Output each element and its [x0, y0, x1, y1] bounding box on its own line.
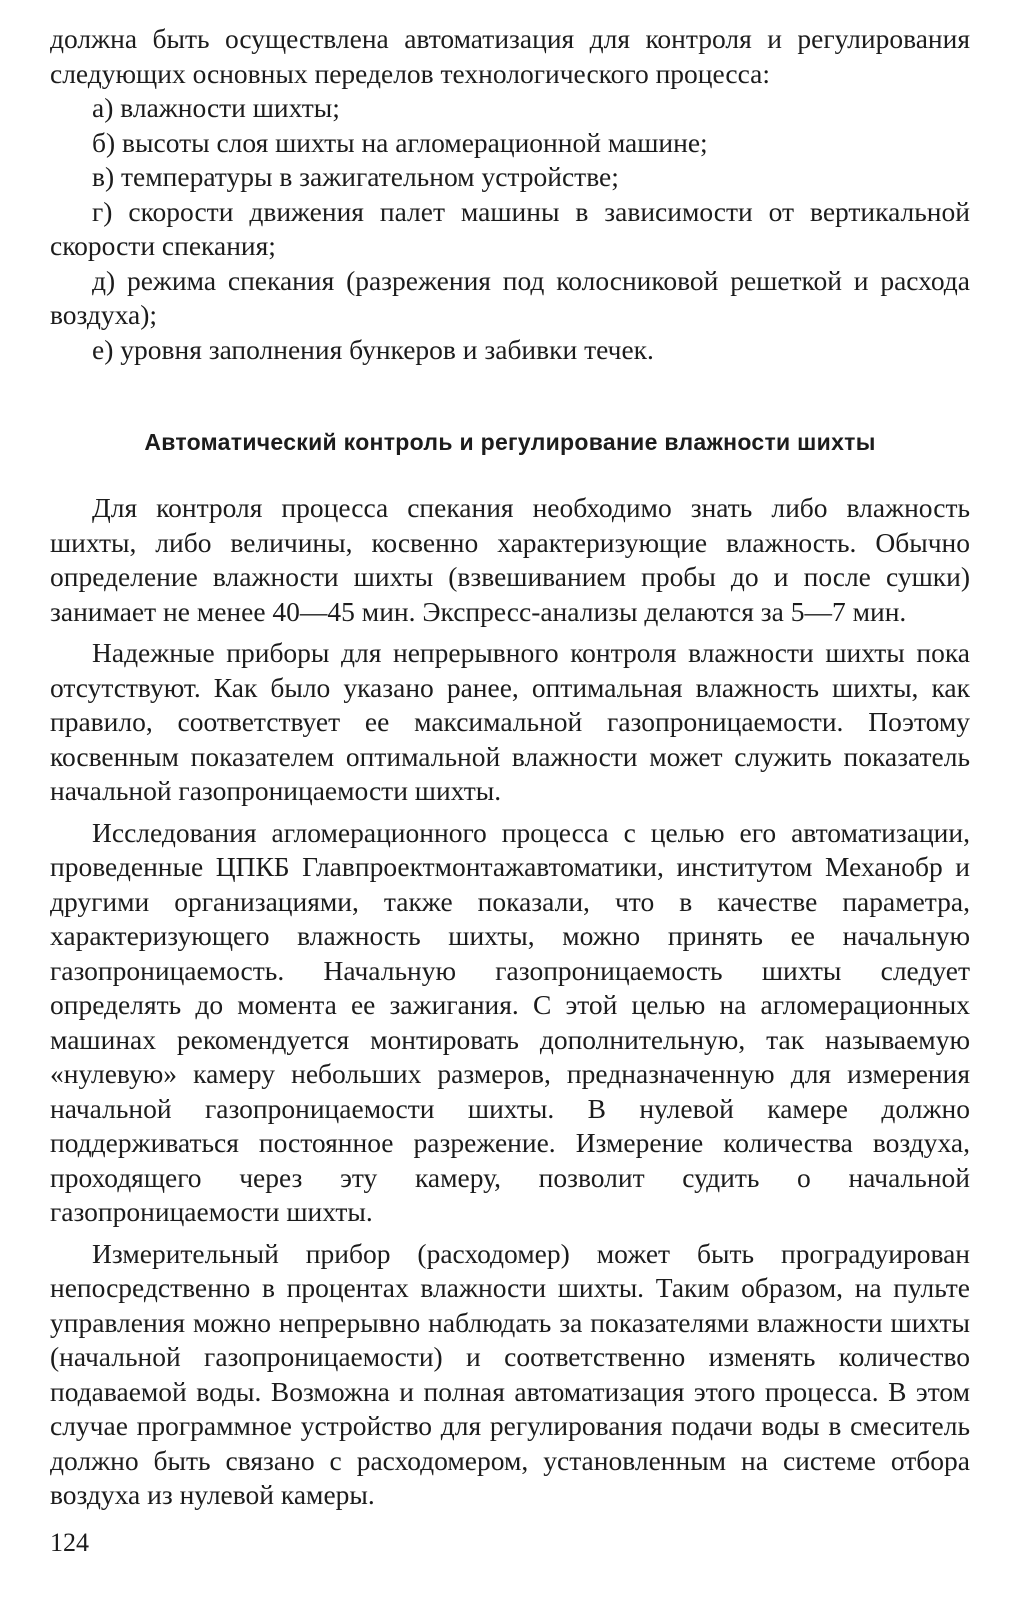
- page-number: 124: [50, 1528, 89, 1557]
- paragraph: Для контроля процесса спекания необходимо знать либо влажность шихты, либо величины, косвенно характеризующие влажность. Обычно определение влажности шихты (взвешиванием пробы до и после сушки) занимает не менее 40—45 мин. Экспресс-анализы делаются за 5—7 мин.: [50, 492, 970, 627]
- page-content: [50, 22, 970, 1520]
- list-item: е) уровня заполнения бункеров и забивки течек.: [92, 333, 654, 365]
- section-heading: Автоматический контроль и регулирование влажности шихты: [144, 429, 876, 455]
- list-item: д) режима спекания (разрежения под колосниковой решеткой и расхода воздуха);: [50, 264, 970, 330]
- list-item: б) высоты слоя шихты на агломерационной машине;: [92, 126, 708, 158]
- list-item: а) влажности шихты;: [92, 92, 340, 123]
- paragraph: Надежные приборы для непрерывного контроля влажности шихты пока отсутствуют. Как было указано ранее, оптимальная влажность шихты, как правило, соответствует ее максимальной газопроницаемости. Поэтому косвенным показателем оптимальной влажности может служить показатель начальной газопроницаемости шихты.: [50, 637, 970, 806]
- intro-text: должна быть осуществлена автоматизация для контроля и регулирования следующих основных переделов технологического процесса:: [50, 23, 970, 89]
- section-body: [50, 491, 970, 1513]
- paragraph: Исследования агломерационного процесса с целью его автоматизации, проведенные ЦПКБ Главпроектмонтажавтоматики, институтом Механобр и другими организациями, также показали, что в качестве параметра, характеризующего влажность шихты, можно принять ее начальную газопроницаемость. Начальную газопроницаемость шихты следует определять до момента ее зажигания. С этой целью на агломерационных машинах рекомендуется монтировать дополнительную, так называемую «нулевую» камеру небольших размеров, предназначенную для измерения начальной газопроницаемости шихты. В нулевой камере должно поддерживаться постоянное разрежение. Измерение количества воздуха, проходящего через эту камеру, позволит судить о начальной газопроницаемости шихты.: [50, 816, 970, 1227]
- list-item: в) температуры в зажигательном устройстве;: [92, 161, 619, 192]
- paragraph: Измерительный прибор (расходомер) может быть проградуирован непосредственно в процентах влажности шихты. Таким образом, на пульте управления можно непрерывно наблюдать за показателями влажности шихты (начальной газопроницаемости) и соответственно изменять количество подаваемой воды. Возможна и полная автоматизация этого процесса. В этом случае программное устройство для регулирования подачи воды в смеситель должно быть связано с расходомером, установленным на системе отбора воздуха из нулевой камеры.: [50, 1237, 970, 1510]
- list-item: г) скорости движения палет машины в зависимости от вертикальной скорости спекания;: [50, 195, 970, 261]
- parameter-list: [50, 91, 970, 367]
